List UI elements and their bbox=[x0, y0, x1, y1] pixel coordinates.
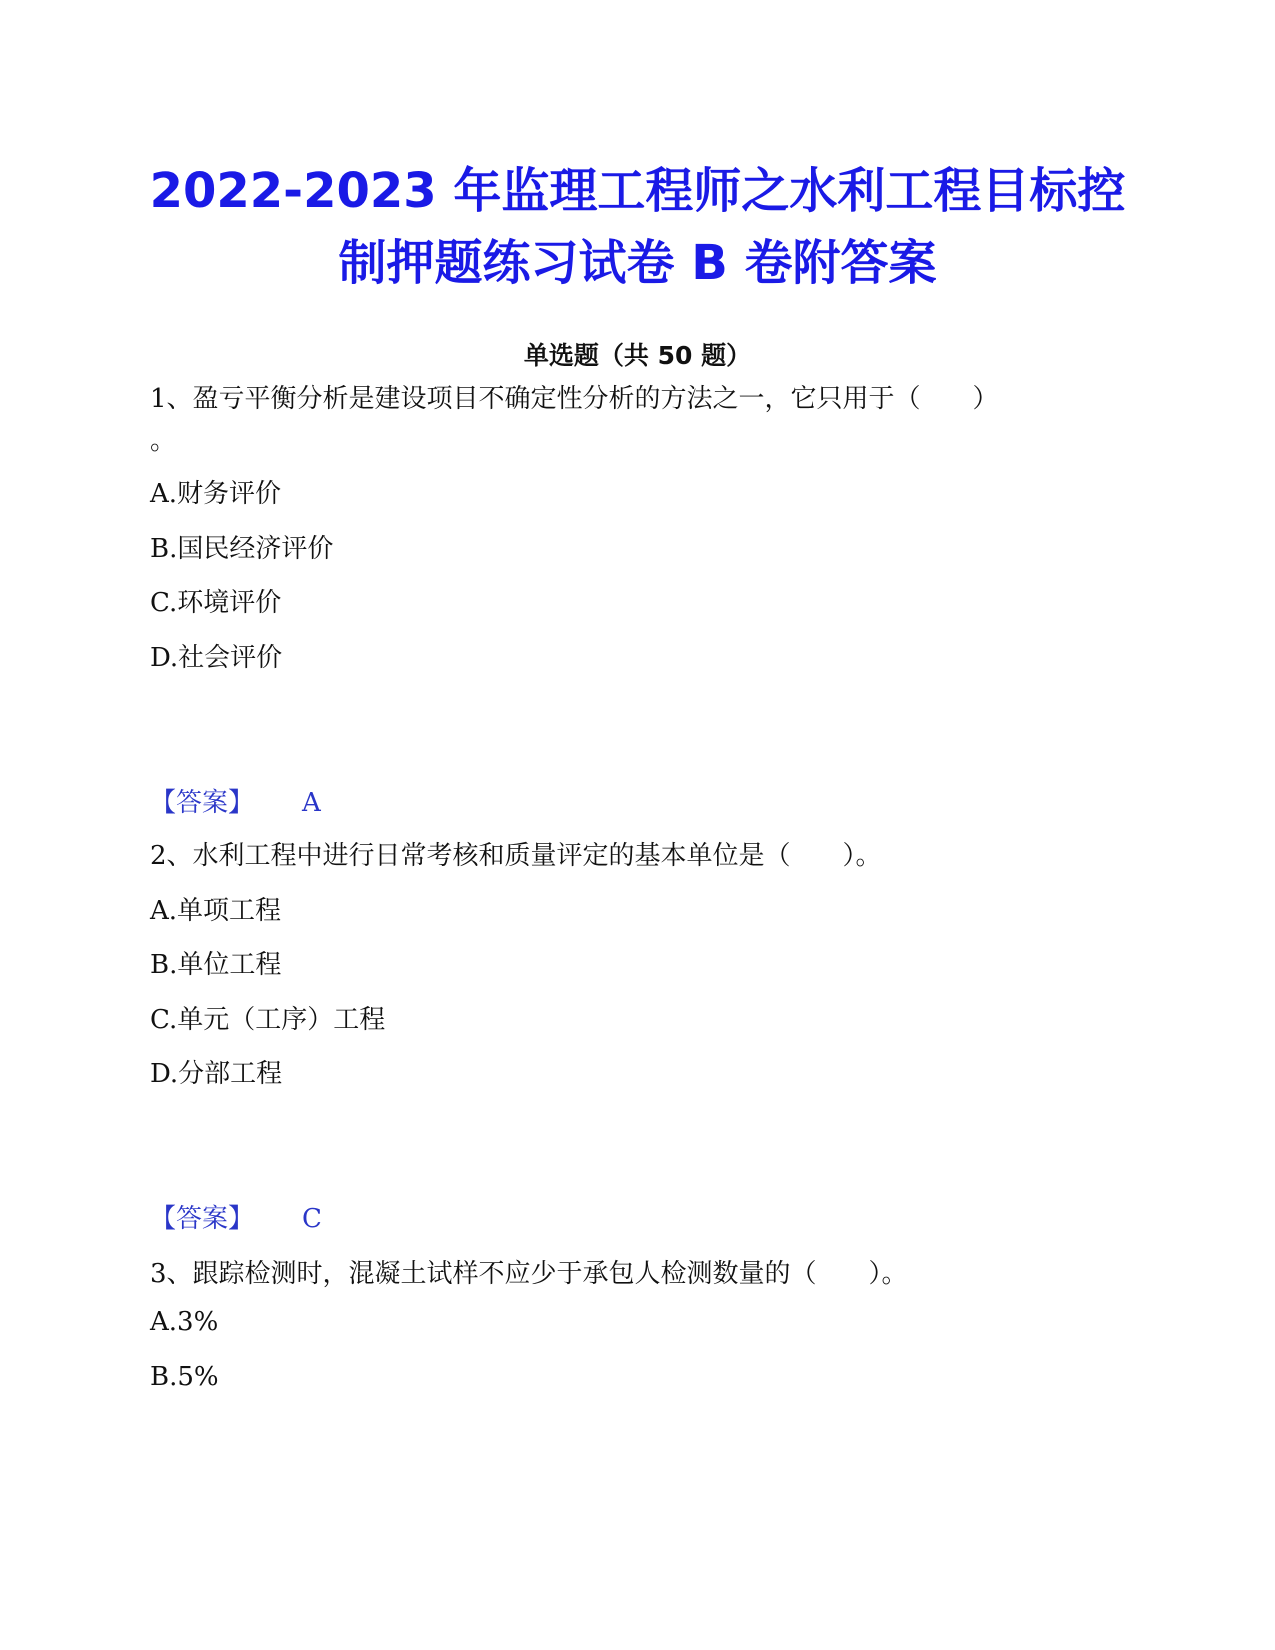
question-1-stem-cont: 。 bbox=[150, 426, 177, 456]
answer-label: 【答案】 bbox=[150, 1204, 255, 1234]
document-title-line-1: 2022-2023 年监理工程师之水利工程目标控 bbox=[149, 163, 1126, 219]
section-heading: 单选题（共 50 题） bbox=[523, 341, 752, 370]
question-1-option-d: D.社会评价 bbox=[150, 643, 283, 673]
question-3-option-b: B.5% bbox=[150, 1362, 219, 1392]
document-title-line-2: 制押题练习试卷 B 卷附答案 bbox=[338, 235, 937, 291]
question-3-stem: 3、跟踪检测时，混凝土试样不应少于承包人检测数量的（ ）。 bbox=[150, 1259, 908, 1289]
question-2-option-a: A.单项工程 bbox=[150, 896, 282, 926]
question-1-option-a: A.财务评价 bbox=[150, 479, 282, 509]
question-2-option-c: C.单元（工序）工程 bbox=[150, 1005, 386, 1035]
question-1-stem: 1、盈亏平衡分析是建设项目不确定性分析的方法之一，它只用于（ ） bbox=[150, 384, 999, 414]
answer-value: A bbox=[302, 788, 321, 818]
answer-value: C bbox=[302, 1204, 322, 1234]
question-3-option-a: A.3% bbox=[150, 1307, 219, 1337]
question-2-option-b: B.单位工程 bbox=[150, 950, 282, 980]
answer-label: 【答案】 bbox=[150, 788, 255, 818]
question-2-stem: 2、水利工程中进行日常考核和质量评定的基本单位是（ ）。 bbox=[150, 841, 882, 871]
question-2-answer bbox=[150, 1198, 322, 1235]
question-1-option-b: B.国民经济评价 bbox=[150, 534, 334, 564]
question-1-option-c: C.环境评价 bbox=[150, 588, 282, 618]
question-1-answer bbox=[150, 782, 321, 819]
question-2-option-d: D.分部工程 bbox=[150, 1059, 283, 1089]
